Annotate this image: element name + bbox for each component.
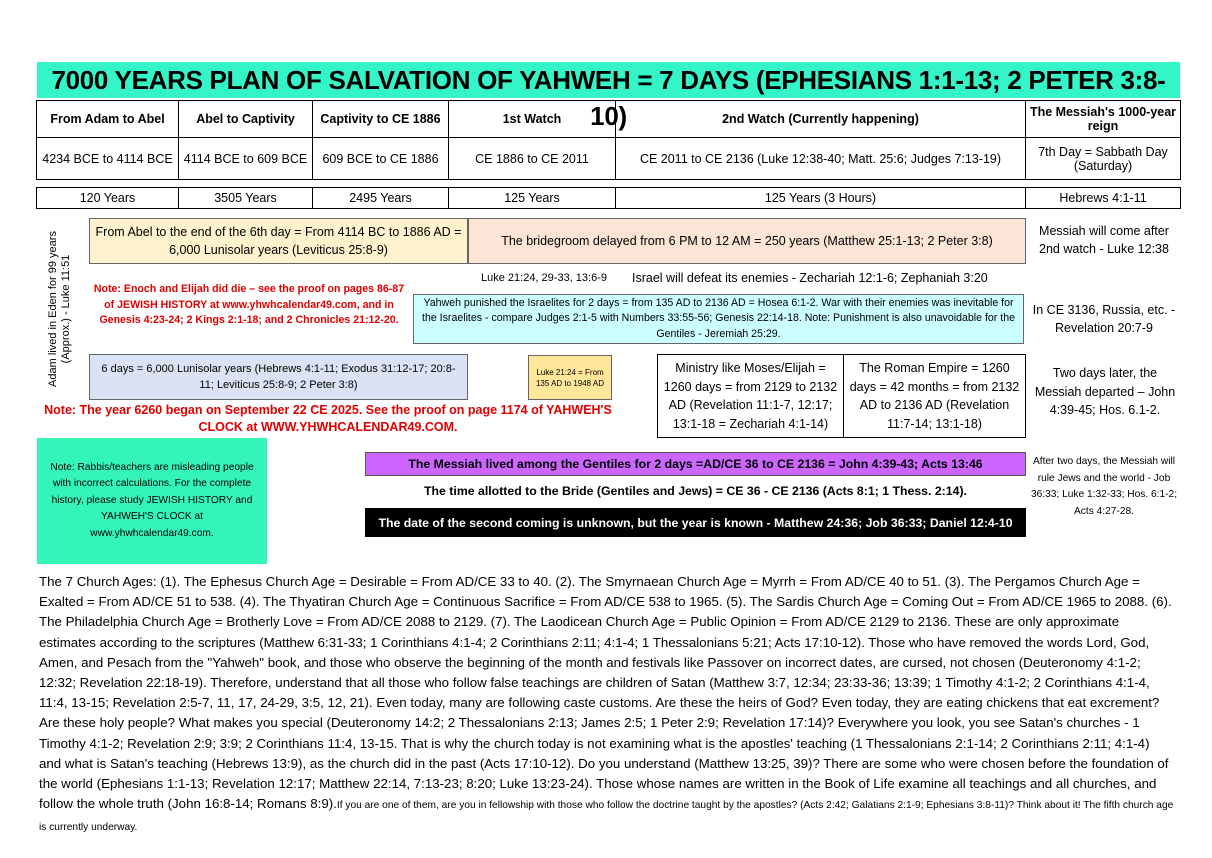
period-range: CE 2011 to CE 2136 (Luke 12:38-40; Matt. 25:6; Judges 7:13-19) (616, 138, 1026, 180)
periods-range-row (37, 138, 1181, 180)
ministry-box-text: Ministry like Moses/Elijah = 1260 days = from 2129 to 2132 AD (Revelation 11:1-7, 12:17; 13:1-18 = Zechariah 4:1-14) (663, 361, 838, 431)
luke-small-box-text: Luke 21:24 = From 135 AD to 1948 AD (535, 367, 605, 388)
church-ages-text: The 7 Church Ages: (1). The Ephesus Church Age = Desirable = From AD/CE 33 to 40. (2). The Smyrnaean Church Age = Myrrh = From AD/CE 40 to 51. (3). The Pergamos Church Age = Exalted = From AD/CE 51 to 538. (4). The Thyatiran Church Age = Continuous Sacrifice = From AD/CE 538 to 1965. (5). The Sardis Church Age = Coming Out = From AD/CE 1965 to 2088. (6). The Philadelphia Church Age = Brotherly Love = From AD/CE 2088 to 2129. (7). The Laodicean Church Age = Public Opinion = From AD/CE 2129 to 2136. These are only approximate estimates according to the scriptures (Matthew 6:31-33; 1 Corinthians 4:1-4; 2 Corinthians 2:11; 4:1-4; 1 Thessalonians 5:21; Acts 17:10-12). Those who have removed the words Lord, God, Amen, and Pesach from the "Yahweh" book, and those who observe the beginning of the month and festivals like Passover on incorrect dates, are cursed, not chosen (Deuteronomy 4:1-2; 12:32; Revelation 22:18-19). Therefore, understand that all those who follow false teachings are children of Satan (Matthew 3:7, 12:34; 23:33-36; 13:39; 1 Timothy 4:1-2; 2 Corinthians 4:1-4, 11:4, 13-15; Revelation 2:5-7, 11, 17, 24-29, 3:5, 12, 21). Even today, many are following caste customs. Are these the heirs of God? Even today, they are eating chickens that eat excrement? Are these holy people? What makes you special (Deuteronomy 14:2; 2 Thessalonians 2:13; James 2:5; 1 Peter 2:9; Revelation 17:14)? Everywhere you look, you see Satan's churches - 1 Timothy 4:1-2; Revelation 2:9; 3:9; 2 Corinthians 11:4, 13-15. That is why the church today is not examining what is the apostles' teaching (1 Thessalonians 2:1-14; 2 Corinthians 2:11; 4:1-4) and what is Satan's teaching (Hebrews 13:9), as the church did in the past (Acts 17:10-12). Do you understand (Matthew 13:25, 39)? There are some who were chosen before the foundation of the world (Ephesians 1:1-13; Revelation 12:17; Matthew 22:14, 7:13-23; 8:20; Luke 13:23-24). Those whose names are written in the Book of Life examine all teachings and all churches, and follow the whole truth (John 16:8-14; Romans 8:9). (39, 574, 1172, 812)
duration-cell: 125 Years (449, 188, 616, 209)
period-header: From Adam to Abel (37, 101, 179, 138)
after-two-days-text: After two days, the Messiah will rule Jews and the world - Job 36:33; Luke 1:32-33; Hos. 6:1-2; Acts 4:27-28. (1030, 456, 1178, 518)
bridegroom-box-text: The bridegroom delayed from 6 PM to 12 AM = 250 years (Matthew 25:1-13; 2 Peter 3:8) (501, 234, 993, 248)
page-title: 7000 YEARS PLAN OF SALVATION OF YAHWEH = 7 DAYS (EPHESIANS 1:1-13; 2 PETER 3:8-10) (37, 62, 1180, 98)
luke-reference: Luke 21:24, 29-33, 13:6-9 (481, 272, 607, 284)
luke-small-box (528, 355, 612, 400)
abel-box-text: From Abel to the end of the 6th day = From 4114 BC to 1886 AD = 6,000 Lunisolar years (Leviticus 25:8-9) (95, 225, 462, 257)
durations-table (36, 187, 1181, 209)
rabbis-note-text: Note: Rabbis/teachers are misleading people with incorrect calculations. For the complete history, please study JEWISH HISTORY and YAHWEH'S CLOCK at www.yhwhcalendar49.com. (50, 461, 254, 539)
gentiles-bar (365, 452, 1026, 476)
period-header: Abel to Captivity (179, 101, 313, 138)
duration-cell: 125 Years (3 Hours) (616, 188, 1026, 209)
period-header: The Messiah's 1000-year reign (1026, 101, 1181, 138)
period-range: CE 1886 to CE 2011 (449, 138, 616, 180)
rabbis-note (37, 438, 267, 564)
period-range: 609 BCE to CE 1886 (313, 138, 449, 180)
roman-empire-box (843, 354, 1026, 438)
year-6260-note: Note: The year 6260 began on September 22 CE 2025. See the proof on page 1174 of YAHWEH'S CLOCK at WWW.YHWHCALENDAR49.COM. (44, 403, 612, 434)
bride-line: The time allotted to the Bride (Gentiles and Jews) = CE 36 - CE 2136 (Acts 8:1; 1 Thess. 2:14). (424, 484, 967, 498)
gentiles-bar-text: The Messiah lived among the Gentiles for 2 days =AD/CE 36 to CE 2136 = John 4:39-43; Acts 13:46 (408, 457, 983, 471)
adam-eden-text: Adam lived in Eden for 99 years (Approx.) - Luke 11:51 (47, 231, 72, 387)
six-days-box (89, 354, 468, 400)
period-range: 4114 BCE to 609 BCE (179, 138, 313, 180)
adam-eden-note (47, 228, 73, 390)
durations-row (37, 188, 1181, 209)
messiah-come-text: Messiah will come after 2nd watch - Luke 12:38 (1039, 224, 1169, 256)
period-header: Captivity to CE 1886 (313, 101, 449, 138)
church-ages-tail: If you are one of them, are you in fellowship with those who follow the doctrine taught by the apostles? (Acts 2:42; Galatians 2:1-9; Ephesians 3:8-11)? Think about it! The fifth church age is currently underway. (39, 800, 1174, 834)
after-two-days-note (1028, 454, 1180, 521)
period-range: 4234 BCE to 4114 BCE (37, 138, 179, 180)
roman-empire-box-text: The Roman Empire = 1260 days = 42 months = from 2132 AD to 2136 AD (Revelation 11:7-14; 13:1-18) (849, 361, 1020, 431)
periods-table (36, 100, 1181, 180)
duration-cell: 3505 Years (179, 188, 313, 209)
messiah-come-note (1030, 222, 1178, 258)
russia-note-text: In CE 3136, Russia, etc. - Revelation 20:7-9 (1032, 303, 1176, 335)
bridegroom-box (468, 218, 1026, 264)
periods-header-row (37, 101, 1181, 138)
church-ages-paragraph (39, 572, 1175, 839)
duration-cell: Hebrews 4:1-11 (1026, 188, 1181, 209)
period-range: 7th Day = Sabbath Day (Saturday) (1026, 138, 1181, 180)
israel-defeat-note: Israel will defeat its enemies - Zechariah 12:1-6; Zephaniah 3:20 (632, 271, 988, 285)
punishment-box (413, 294, 1024, 344)
ministry-box (657, 354, 844, 438)
enoch-elijah-note: Note: Enoch and Elijah did die – see the proof on pages 86-87 of JEWISH HISTORY at www.yhwhcalendar49.com, and in Genesis 4:23-24; 2 Kings 2:1-18; and 2 Chronicles 21:12-20. (93, 283, 405, 326)
two-days-later-note (1034, 364, 1176, 420)
punishment-box-text: Yahweh punished the Israelites for 2 days = from 135 AD to 2136 AD = Hosea 6:1-2. War with their enemies was inevitable for the Israelites - compare Judges 2:1-5 with Numbers 33:55-56; Genesis 22:14-18. Note: Punishment is also unavoidable for the Gentiles - Jeremiah 25:29. (422, 296, 1015, 340)
second-coming-bar (365, 508, 1026, 537)
abel-box (89, 218, 468, 264)
period-header: 1st Watch (449, 101, 616, 138)
duration-cell: 120 Years (37, 188, 179, 209)
two-days-later-text: Two days later, the Messiah departed – John 4:39-45; Hos. 6.1-2. (1034, 366, 1176, 417)
duration-cell: 2495 Years (313, 188, 449, 209)
six-days-box-text: 6 days = 6,000 Lunisolar years (Hebrews 4:1-11; Exodus 31:12-17; 20:8-11; Leviticus 25:8-9; 2 Peter 3:8) (101, 363, 456, 391)
second-coming-bar-text: The date of the second coming is unknown, but the year is known - Matthew 24:36; Job 36:33; Daniel 12:4-10 (378, 515, 1013, 530)
period-header: 2nd Watch (Currently happening) (616, 101, 1026, 138)
russia-note (1030, 301, 1178, 337)
